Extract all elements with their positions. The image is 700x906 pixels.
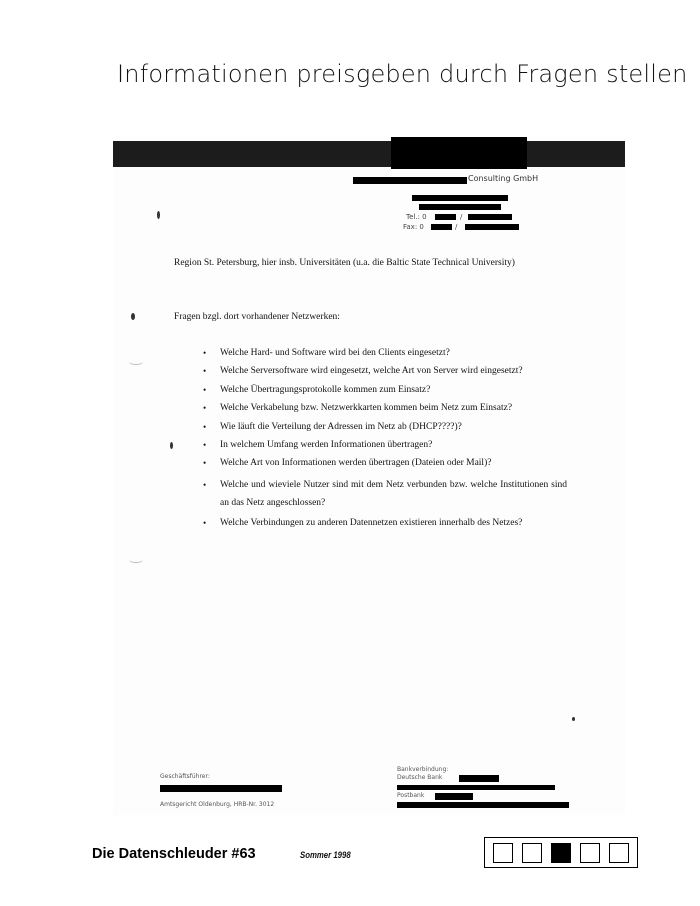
fax-slash: / — [455, 223, 458, 231]
scan-speck — [572, 717, 575, 721]
question-text: Welche Verkabelung bzw. Netzwerkkarten kommen beim Netz zum Einsatz? — [220, 403, 513, 414]
questions-intro: Fragen bzgl. dort vorhandener Netzwerken: — [174, 312, 340, 322]
fax-line — [403, 223, 424, 231]
question-text: Welche Verbindungen zu anderen Datennetzen existieren innerhalb des Netzes? — [220, 518, 523, 529]
bank-postbank: Postbank — [397, 792, 425, 799]
redaction-fax-number — [465, 224, 519, 230]
letterhead-bar — [113, 141, 625, 167]
redaction-bank2-details — [397, 802, 569, 808]
question-text: Welche Übertragungsprotokolle kommen zum Einsatz? — [220, 384, 431, 395]
tel-label: Tel.: 0 — [406, 213, 427, 221]
court-registration: Amtsgericht Oldenburg, HRB-Nr. 3012 — [160, 801, 275, 808]
redaction-tel-number — [468, 214, 512, 220]
issue-date: Sommer 1998 — [300, 850, 351, 861]
bullet: • — [203, 479, 207, 490]
list-item — [201, 384, 567, 397]
fax-label: Fax: 0 — [403, 223, 424, 231]
question-text: Welche Hard- und Software wird bei den Clients eingesetzt? — [220, 348, 450, 358]
scan-speck — [170, 442, 173, 449]
bank-heading: Bankverbindung: — [397, 766, 449, 773]
bullet: • — [203, 518, 207, 529]
list-item — [201, 402, 567, 415]
scan-speck — [131, 313, 135, 320]
page-square — [522, 843, 542, 863]
list-item — [201, 347, 567, 360]
list-item — [201, 421, 567, 434]
company-name: Consulting GmbH — [468, 174, 539, 183]
redaction-director — [160, 785, 282, 792]
redaction-street — [412, 195, 508, 201]
bullet: • — [203, 458, 207, 469]
scanned-letter — [113, 137, 625, 815]
magazine-name: Die Datenschleuder #63 — [92, 846, 256, 862]
page-title: Informationen preisgeben durch Fragen stellen — [117, 60, 688, 88]
redaction-fax-area — [431, 224, 452, 230]
page-square — [609, 843, 629, 863]
bullet: • — [203, 421, 207, 432]
redaction-bank2-account — [435, 793, 473, 800]
redaction-logo — [391, 137, 527, 169]
question-list — [201, 347, 567, 536]
tel-slash: / — [460, 213, 463, 221]
page-indicator — [484, 837, 638, 868]
question-text: Wie läuft die Verteilung der Adressen im Netz ab (DHCP????)? — [220, 421, 462, 432]
redaction-tel-area — [435, 214, 456, 220]
list-item — [201, 476, 567, 512]
scan-speck — [157, 211, 160, 219]
redaction-bank1-account — [459, 775, 499, 782]
list-item — [201, 439, 567, 452]
list-item — [201, 457, 567, 470]
list-item — [201, 517, 567, 530]
question-text: Welche Serversoftware wird eingesetzt, welche Art von Server wird eingesetzt? — [220, 366, 523, 377]
region-line: Region St. Petersburg, hier insb. Universitäten (u.a. die Baltic State Technical University) — [174, 258, 515, 268]
punch-hole-mark — [129, 359, 143, 365]
bullet: • — [203, 403, 207, 414]
page-square-current — [551, 843, 571, 863]
bullet: • — [203, 439, 207, 450]
managing-director-label: Geschäftsführer: — [160, 773, 210, 780]
list-item — [201, 365, 567, 378]
bank-deutsche-bank: Deutsche Bank — [397, 774, 443, 781]
page-square — [493, 843, 513, 863]
question-text: Welche Art von Informationen werden übertragen (Dateien oder Mail)? — [220, 458, 492, 469]
bullet: • — [203, 348, 207, 358]
bullet: • — [203, 366, 207, 377]
page-square — [580, 843, 600, 863]
question-text: Welche und wieviele Nutzer sind mit dem Netz verbunden bzw. welche Institutionen sind an das Netz angeschlossen? — [220, 479, 567, 508]
redaction-city — [419, 204, 501, 210]
redaction-bank1-details — [397, 785, 555, 790]
punch-hole-mark — [129, 557, 143, 563]
redaction-company-name — [353, 177, 467, 184]
bullet: • — [203, 384, 207, 395]
telephone-line — [406, 213, 427, 221]
question-text: In welchem Umfang werden Informationen übertragen? — [220, 439, 433, 450]
